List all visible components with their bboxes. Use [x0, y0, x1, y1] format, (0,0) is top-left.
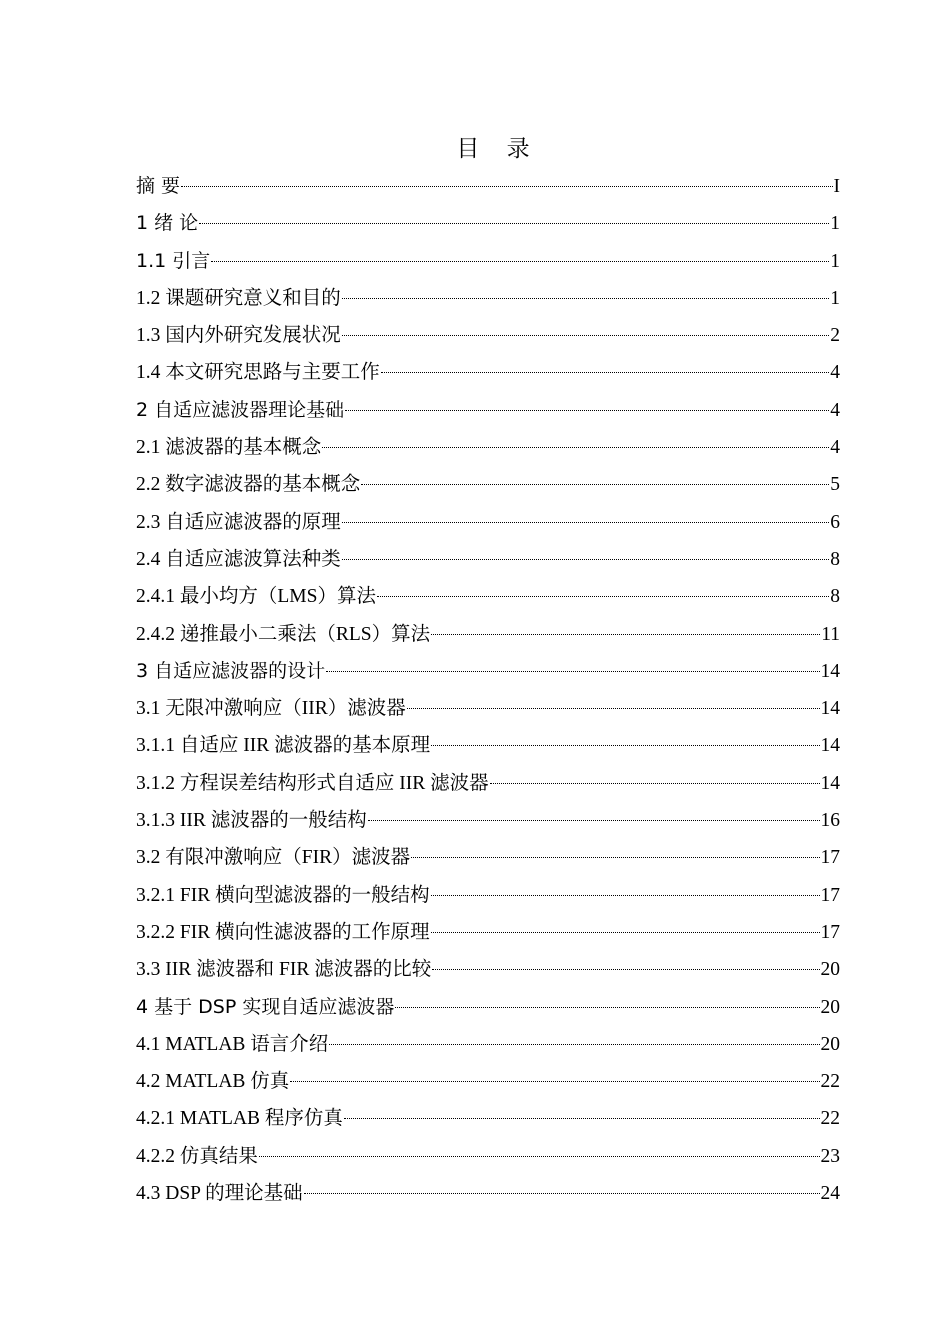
toc-entry-label: 4 基于 DSP 实现自适应滤波器 [136, 995, 395, 1018]
toc-entry-label: 3.3 IIR 滤波器和 FIR 滤波器的比较 [136, 959, 432, 981]
toc-entry-page-number: 1 [830, 213, 840, 235]
toc-dot-leader [345, 410, 829, 411]
toc-entry-page-number: 4 [830, 362, 840, 384]
toc-entry[interactable] [136, 466, 840, 503]
toc-entry-label: 4.2.1 MATLAB 程序仿真 [136, 1108, 343, 1130]
toc-entry[interactable] [136, 243, 840, 280]
toc-list [136, 168, 840, 1212]
toc-dot-leader [361, 484, 829, 485]
toc-entry-label: 4.2 MATLAB 仿真 [136, 1071, 290, 1093]
toc-entry-page-number: 4 [830, 437, 840, 459]
toc-entry[interactable] [136, 317, 840, 354]
toc-dot-leader [342, 298, 829, 299]
toc-entry-page-number: 2 [830, 325, 840, 347]
toc-entry[interactable] [136, 1175, 840, 1212]
toc-entry[interactable] [136, 653, 840, 690]
toc-entry-page-number: 8 [830, 586, 840, 608]
toc-entry[interactable] [136, 616, 840, 653]
toc-entry[interactable] [136, 727, 840, 764]
toc-entry-label: 1.4 本文研究思路与主要工作 [136, 362, 380, 384]
toc-entry-page-number: 16 [820, 810, 840, 832]
toc-entry[interactable] [136, 354, 840, 391]
toc-dot-leader [431, 634, 820, 635]
toc-dot-leader [490, 783, 820, 784]
toc-dot-leader [368, 820, 820, 821]
toc-entry-label: 2.4.1 最小均方（LMS）算法 [136, 586, 376, 608]
toc-dot-leader [304, 1193, 820, 1194]
toc-entry-page-number: I [833, 176, 840, 197]
toc-entry[interactable] [136, 839, 840, 876]
toc-dot-leader [342, 522, 829, 523]
toc-entry-page-number: 11 [821, 623, 840, 645]
toc-entry-page-number: 6 [830, 511, 840, 533]
toc-dot-leader [395, 1007, 819, 1008]
toc-entry[interactable] [136, 1138, 840, 1175]
toc-entry-page-number: 1 [830, 287, 840, 309]
toc-entry-page-number: 17 [820, 921, 840, 943]
toc-entry[interactable] [136, 168, 840, 205]
toc-entry[interactable] [136, 280, 840, 317]
toc-entry-page-number: 22 [820, 1071, 840, 1093]
toc-entry-label: 2.4.2 递推最小二乘法（RLS）算法 [136, 623, 431, 645]
toc-dot-leader [432, 969, 819, 970]
toc-entry[interactable] [136, 802, 840, 839]
toc-entry-page-number: 8 [830, 548, 840, 570]
toc-entry[interactable] [136, 914, 840, 951]
toc-dot-leader [211, 261, 829, 262]
toc-dot-leader [431, 932, 820, 933]
toc-entry[interactable] [136, 541, 840, 578]
toc-entry-label: 2 自适应滤波器理论基础 [136, 398, 345, 421]
toc-entry[interactable] [136, 1026, 840, 1063]
toc-entry-label: 4.1 MATLAB 语言介绍 [136, 1033, 329, 1055]
toc-entry-label: 1.2 课题研究意义和目的 [136, 287, 341, 309]
toc-entry-label: 2.4 自适应滤波算法种类 [136, 548, 341, 570]
toc-entry-page-number: 14 [820, 772, 840, 794]
toc-dot-leader [344, 1118, 820, 1119]
toc-dot-leader [411, 857, 819, 858]
toc-entry-page-number: 20 [820, 996, 840, 1018]
toc-dot-leader [377, 596, 829, 597]
toc-entry-page-number: 17 [820, 847, 840, 869]
toc-entry[interactable] [136, 1100, 840, 1137]
toc-entry[interactable] [136, 690, 840, 727]
toc-entry-label: 摘 要 [136, 175, 181, 197]
toc-entry-page-number: 24 [820, 1183, 840, 1205]
toc-entry-label: 2.1 滤波器的基本概念 [136, 437, 322, 459]
toc-entry-label: 1.3 国内外研究发展状况 [136, 325, 341, 347]
toc-entry[interactable] [136, 205, 840, 242]
toc-dot-leader [381, 372, 829, 373]
toc-entry-page-number: 4 [830, 399, 840, 421]
toc-entry-page-number: 23 [820, 1145, 840, 1167]
toc-title: 目 录 [456, 136, 540, 162]
toc-dot-leader [342, 335, 829, 336]
toc-dot-leader [199, 223, 829, 224]
toc-entry-page-number: 14 [820, 735, 840, 757]
toc-entry-label: 3.1 无限冲激响应（IIR）滤波器 [136, 698, 406, 720]
toc-entry-page-number: 20 [820, 1033, 840, 1055]
toc-entry-label: 2.2 数字滤波器的基本概念 [136, 474, 361, 496]
toc-entry[interactable] [136, 1063, 840, 1100]
toc-entry-label: 3.1.3 IIR 滤波器的一般结构 [136, 810, 367, 832]
toc-dot-leader [431, 895, 820, 896]
toc-entry-label: 3.2.2 FIR 横向性滤波器的工作原理 [136, 921, 430, 943]
toc-entry[interactable] [136, 877, 840, 914]
toc-dot-leader [407, 708, 820, 709]
toc-entry-label: 3.2 有限冲激响应（FIR）滤波器 [136, 847, 411, 869]
toc-entry-label: 4.2.2 仿真结果 [136, 1145, 258, 1167]
toc-dot-leader [290, 1081, 819, 1082]
toc-entry-page-number: 1 [830, 250, 840, 272]
toc-entry-label: 3.2.1 FIR 横向型滤波器的一般结构 [136, 884, 430, 906]
toc-dot-leader [322, 447, 829, 448]
toc-entry-page-number: 20 [820, 959, 840, 981]
toc-dot-leader [259, 1156, 820, 1157]
toc-dot-leader [181, 186, 832, 187]
toc-entry-label: 3 自适应滤波器的设计 [136, 659, 326, 682]
toc-entry-page-number: 14 [820, 660, 840, 682]
toc-entry-page-number: 14 [820, 698, 840, 720]
toc-dot-leader [342, 559, 829, 560]
toc-dot-leader [326, 671, 819, 672]
toc-entry-label: 3.1.1 自适应 IIR 滤波器的基本原理 [136, 735, 431, 757]
toc-entry[interactable] [136, 989, 840, 1026]
toc-entry[interactable] [136, 392, 840, 429]
toc-dot-leader [431, 745, 819, 746]
toc-entry-label: 1 绪 论 [136, 212, 199, 235]
toc-entry-page-number: 17 [820, 884, 840, 906]
toc-entry-page-number: 5 [830, 474, 840, 496]
toc-entry-label: 1.1 引言 [136, 249, 211, 272]
toc-entry-page-number: 22 [820, 1108, 840, 1130]
toc-entry[interactable] [136, 765, 840, 802]
toc-entry-label: 3.1.2 方程误差结构形式自适应 IIR 滤波器 [136, 772, 489, 794]
toc-entry[interactable] [136, 429, 840, 466]
toc-entry[interactable] [136, 951, 840, 988]
toc-entry[interactable] [136, 578, 840, 615]
toc-dot-leader [329, 1044, 819, 1045]
toc-entry-label: 2.3 自适应滤波器的原理 [136, 511, 341, 533]
toc-entry-label: 4.3 DSP 的理论基础 [136, 1183, 303, 1205]
toc-entry[interactable] [136, 504, 840, 541]
